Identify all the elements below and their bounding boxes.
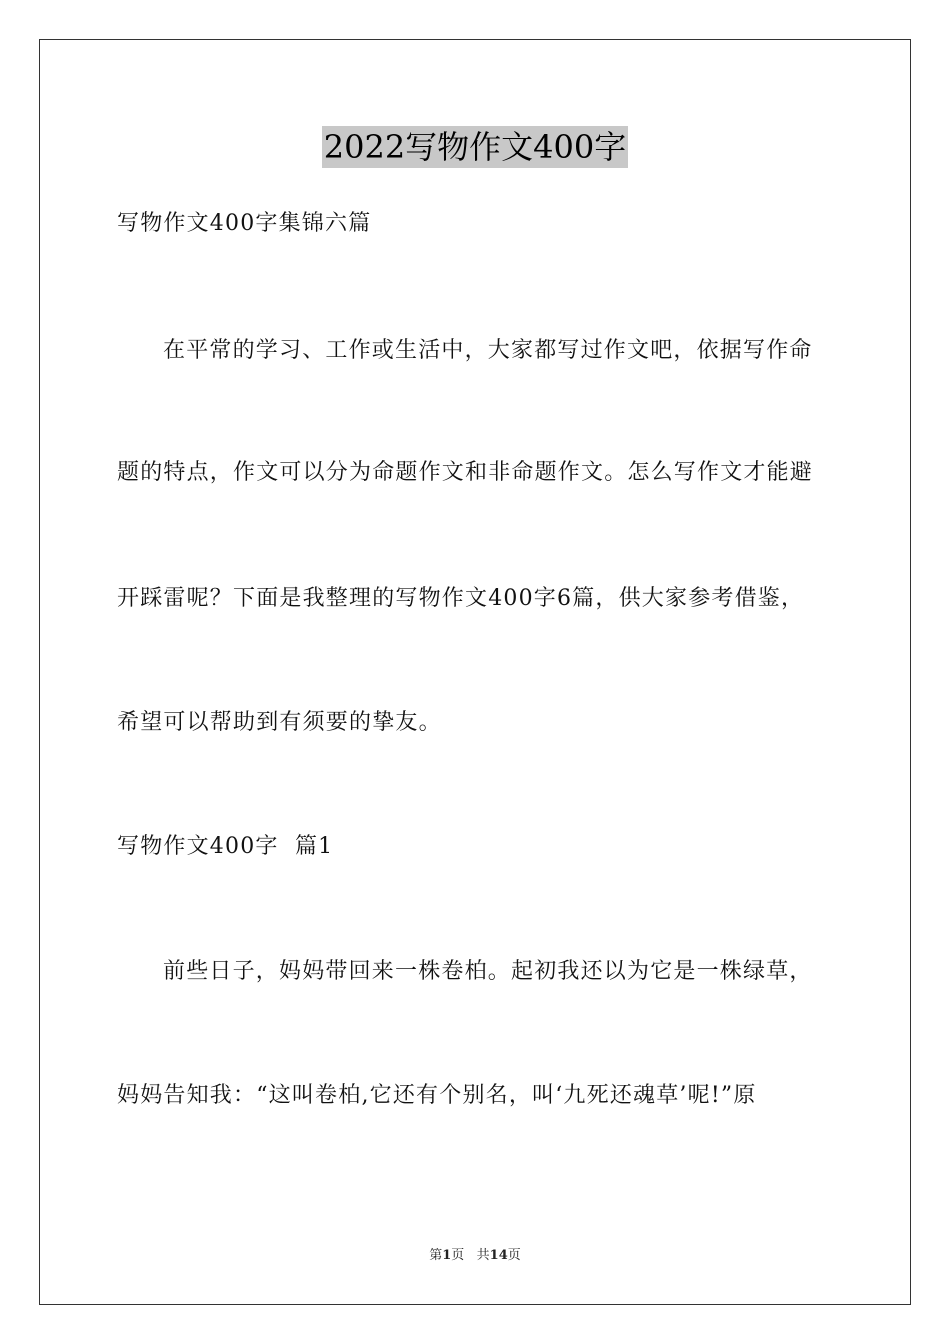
footer-page-total: 14 [489,1248,508,1263]
paragraph-line: 前些日子，妈妈带回来一株卷柏。起初我还以为它是一株绿草， [163,959,813,984]
paragraph-line: 希望可以帮助到有须要的挚友。 [117,710,442,735]
document-title: 2022写物作文400字 [323,128,627,166]
paragraph-line: 妈妈告知我：“这叫卷柏,它还有个别名，叫‘九死还魂草’呢!”原 [117,1083,757,1108]
footer-page-suffix: 页 [507,1248,521,1263]
title-container [0,126,950,168]
footer-page-prefix: 第 [429,1248,443,1263]
paragraph-line: 题的特点，作文可以分为命题作文和非命题作文。怎么写作文才能避 [117,460,814,485]
paragraph-line: 在平常的学习、工作或生活中，大家都写过作文吧，依据写作命 [163,338,813,363]
paragraph-line: 开踩雷呢？下面是我整理的写物作文400字6篇，供大家参考借鉴， [117,586,805,611]
footer-page-mid: 页 共 [451,1248,490,1263]
section-heading: 写物作文400字 篇1 [117,834,334,859]
footer-page-current: 1 [442,1248,452,1263]
page-footer [0,1247,950,1265]
document-subtitle: 写物作文400字集锦六篇 [117,211,372,236]
